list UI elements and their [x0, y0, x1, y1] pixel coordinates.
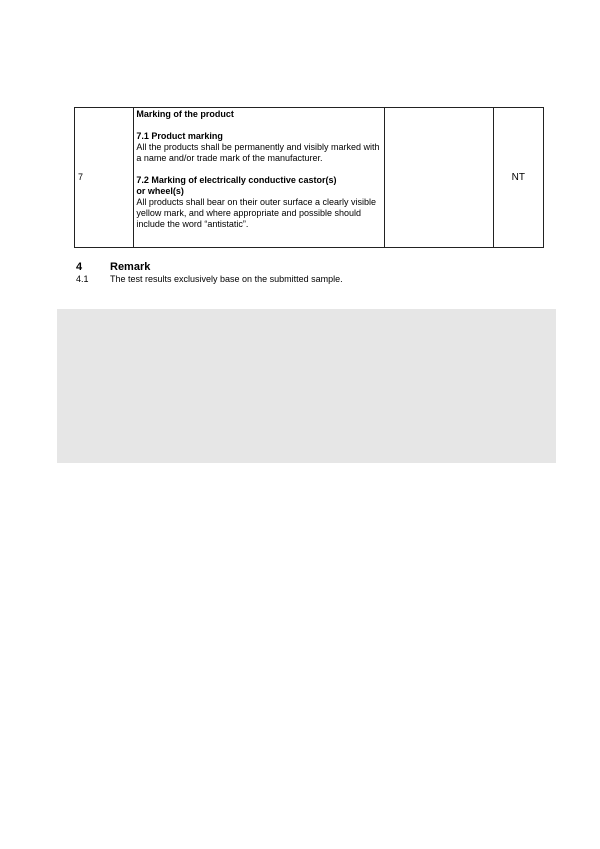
clause-number: 7 [78, 172, 84, 182]
remark-item-text: The test results exclusively base on the submitted sample. [110, 274, 343, 284]
verdict-cell [493, 108, 543, 248]
remark-item-number: 4.1 [76, 274, 89, 284]
remark-item [76, 274, 343, 284]
result-cell [384, 108, 493, 248]
requirements-table [74, 107, 544, 248]
section-7-2-title-line2: or wheel(s) [136, 186, 184, 196]
remark-title: Remark [110, 261, 151, 273]
redacted-area [57, 309, 556, 463]
remark-heading [76, 261, 150, 273]
requirement-cell [134, 108, 385, 248]
section-7-1-text: All the products shall be permanently and visibly marked with a name and/or trade mark of the manufacturer. [136, 142, 380, 163]
remark-section-number: 4 [76, 261, 83, 273]
requirement-heading: Marking of the product [136, 109, 234, 119]
section-7-2-text: All products shall bear on their outer surface a clearly visible yellow mark, and where appropriate and possible should include the word “antistatic”. [136, 197, 376, 229]
verdict-value: NT [511, 172, 525, 183]
table-row [75, 108, 544, 248]
section-7-2-title-line1: 7.2 Marking of electrically conductive castor(s) [136, 175, 337, 185]
section-7-1-title: 7.1 Product marking [136, 131, 223, 141]
clause-number-cell [75, 108, 134, 248]
